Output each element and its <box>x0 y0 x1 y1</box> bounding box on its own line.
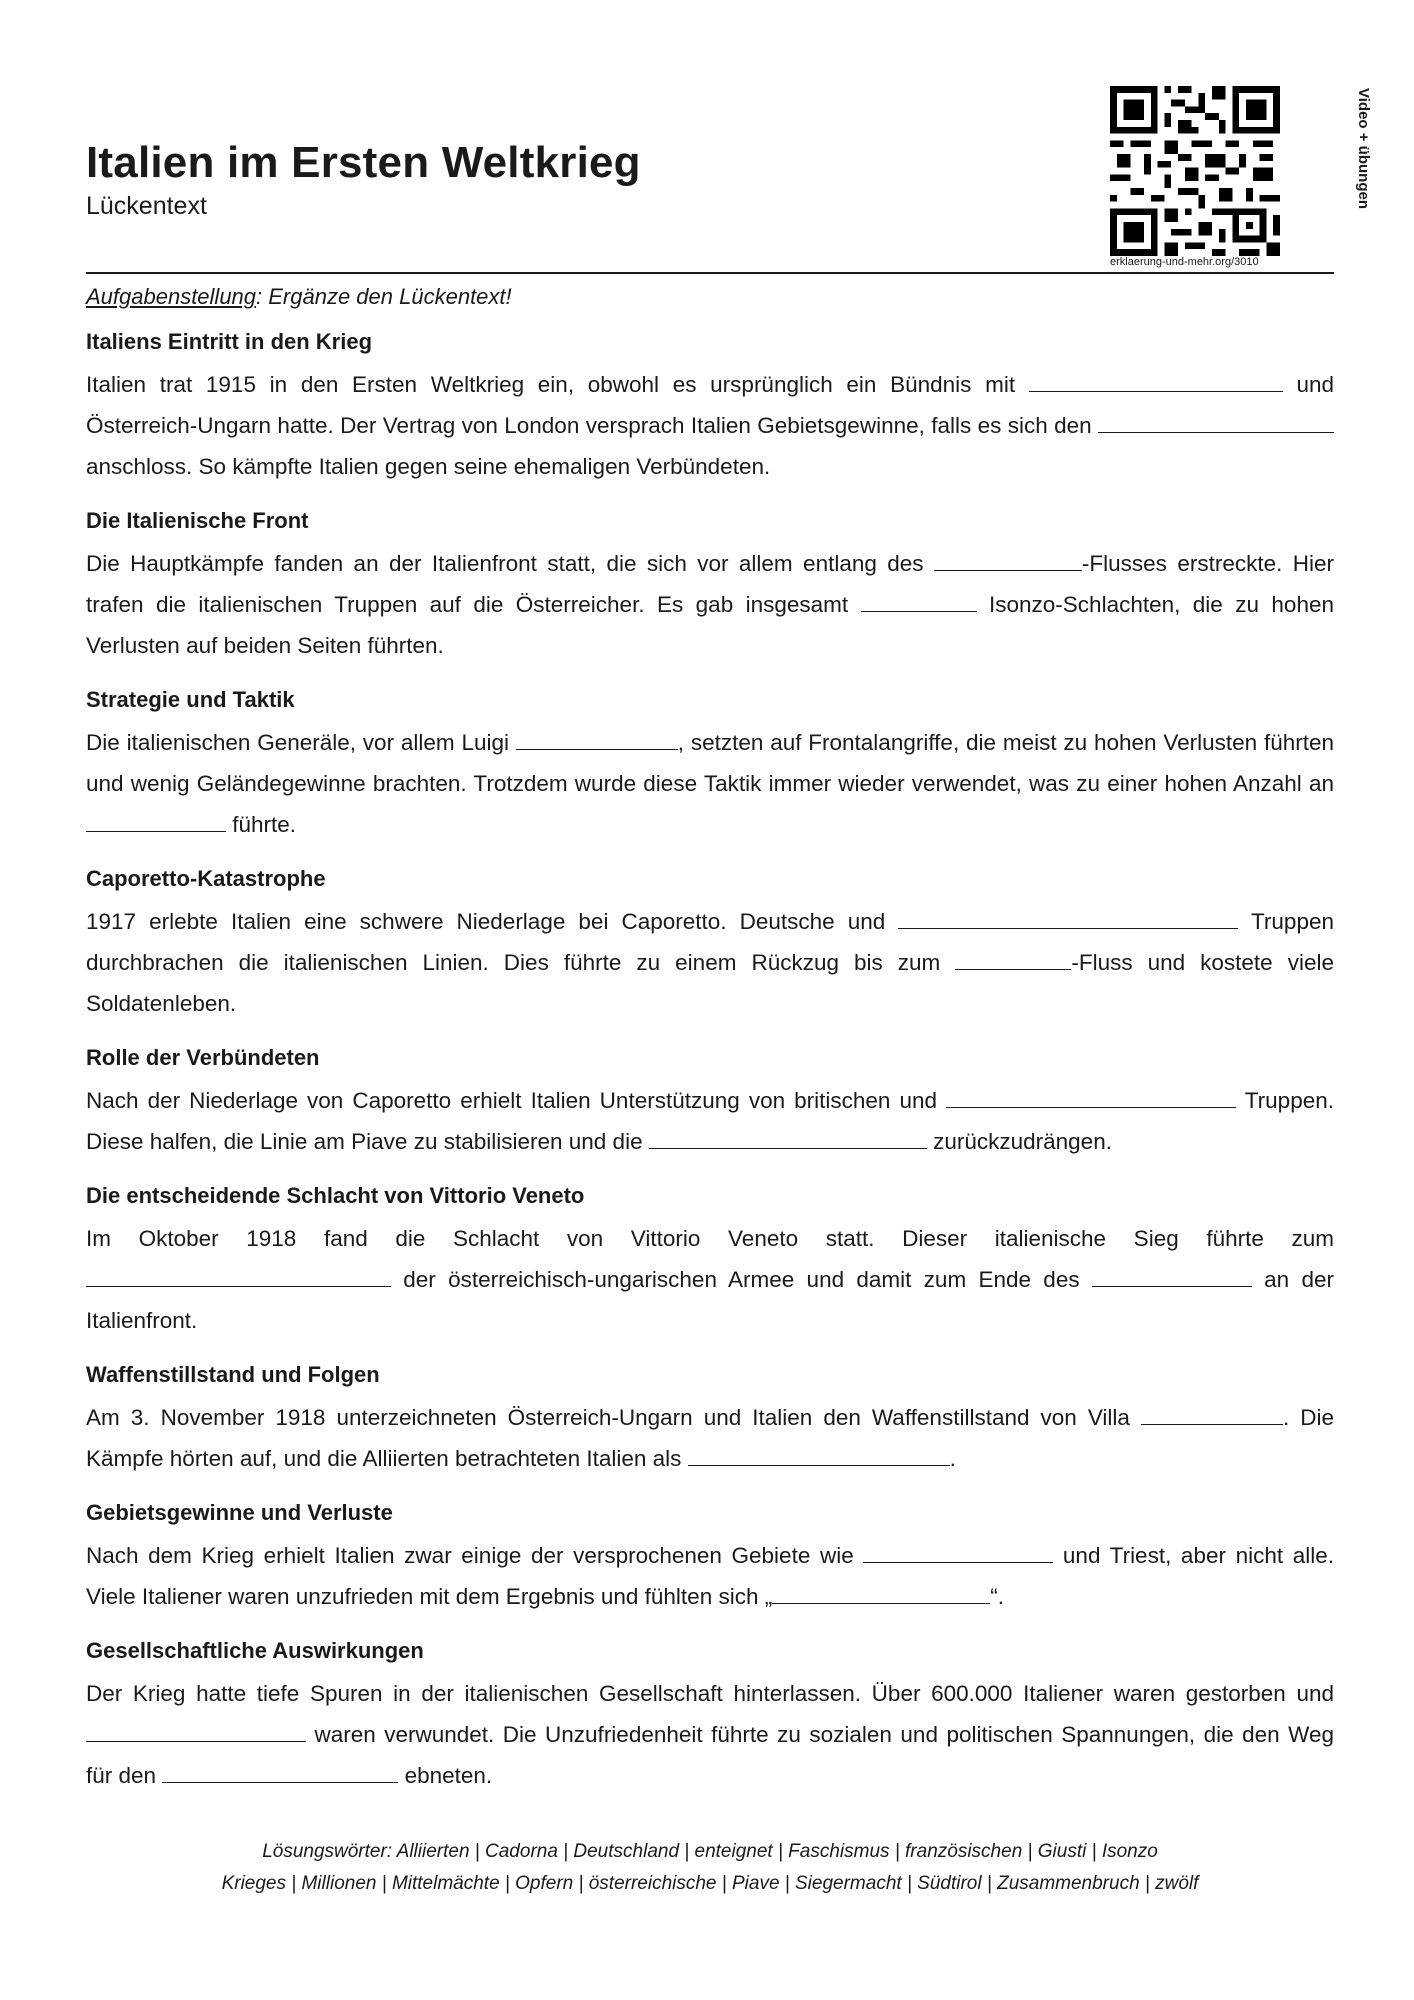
section-paragraph <box>86 901 1334 1024</box>
qr-code-block <box>1110 86 1370 266</box>
blank-field[interactable] <box>861 589 977 612</box>
section-waffenstillstand <box>86 1359 1334 1479</box>
section-heading: Waffenstillstand und Folgen <box>86 1362 380 1387</box>
section-heading: Italiens Eintritt in den Krieg <box>86 329 373 354</box>
section-heading: Die entscheidende Schlacht von Vittorio Veneto <box>86 1183 585 1208</box>
page-subtitle: Lückentext <box>86 192 207 220</box>
text-part: Die Hauptkämpfe fanden an der Italienfront statt, die sich vor allem entlang des <box>86 551 934 576</box>
blank-field[interactable] <box>863 1540 1053 1563</box>
solution-words-line: Krieges | Millionen | Mittelmächte | Opfern | österreichische | Piave | Siegermacht | Südtirol | Zusammenbruch | zwölf <box>221 1873 1199 1894</box>
blank-field[interactable] <box>772 1581 990 1604</box>
text-part: Truppen durchbrachen die italienischen Linien. Dies führte zu einem Rückzug bis zum <box>86 909 1334 975</box>
qr-code-icon <box>1110 86 1280 256</box>
blank-field[interactable] <box>86 809 226 832</box>
text-part: führte. <box>226 812 297 837</box>
blank-field[interactable] <box>516 727 678 750</box>
text-part: , setzten auf Frontalangriffe, die meist zu hohen Verlusten führten und wenig Geländegewinne brachten. Trotzdem wurde diese Taktik immer wieder verwendet, was zu einer hohen Anzahl an <box>86 730 1335 796</box>
text-part: Italien trat 1915 in den Ersten Weltkrieg ein, obwohl es ursprünglich ein Bündnis mit <box>86 372 1029 397</box>
section-heading: Gebietsgewinne und Verluste <box>86 1500 393 1525</box>
section-heading: Strategie und Taktik <box>86 687 295 712</box>
section-vittorio-veneto <box>86 1180 1334 1341</box>
section-heading: Rolle der Verbündeten <box>86 1045 320 1070</box>
section-heading: Die Italienische Front <box>86 508 309 533</box>
text-part: 1917 erlebte Italien eine schwere Niederlage bei Caporetto. Deutsche und <box>86 909 899 934</box>
section-paragraph <box>86 1397 1334 1479</box>
text-part: anschloss. So kämpfte Italien gegen seine ehemaligen Verbündeten. <box>86 454 771 479</box>
text-part: und Triest, aber nicht alle. Viele Italiener waren unzufrieden mit dem Ergebnis und fühlten sich „ <box>86 1543 1334 1609</box>
blank-field[interactable] <box>688 1443 950 1466</box>
blank-field[interactable] <box>86 1264 391 1287</box>
blank-field[interactable] <box>955 947 1071 970</box>
blank-field[interactable] <box>1092 1264 1252 1287</box>
blank-field[interactable] <box>898 906 1238 929</box>
task-label: Aufgabenstellung <box>86 284 257 309</box>
text-part: . <box>949 1446 956 1471</box>
solution-words-line: Lösungswörter: Alliierten | Cadorna | Deutschland | enteignet | Faschismus | französischen | Giusti | Isonzo <box>262 1841 1158 1862</box>
section-strategie <box>86 684 1334 845</box>
qr-url: erklaerung-und-mehr.org/3010 <box>1110 256 1259 268</box>
section-paragraph <box>86 543 1334 666</box>
section-paragraph <box>86 1673 1334 1796</box>
text-part: Isonzo-Schlachten, die zu hohen Verlusten auf beiden Seiten führten. <box>86 592 1334 658</box>
section-paragraph <box>86 1080 1334 1162</box>
text-part: waren verwundet. Die Unzufriedenheit führte zu sozialen und politischen Spannungen, die den Weg für den <box>86 1722 1334 1788</box>
blank-field[interactable] <box>1098 410 1334 433</box>
page-title: Italien im Ersten Weltkrieg <box>86 138 641 187</box>
worksheet-page <box>86 0 1372 2000</box>
blank-field[interactable] <box>934 548 1082 571</box>
text-part: Der Krieg hatte tiefe Spuren in der italienischen Gesellschaft hinterlassen. Über 600.000 Italiener waren gestorben und <box>86 1681 1334 1706</box>
text-part: -Fluss und kostete viele Soldatenleben. <box>86 950 1334 1016</box>
blank-field[interactable] <box>86 1719 306 1742</box>
blank-field[interactable] <box>162 1760 398 1783</box>
section-gebiete <box>86 1497 1334 1617</box>
qr-side-label: Video + übungen <box>1355 88 1372 209</box>
section-front <box>86 505 1334 666</box>
blank-field[interactable] <box>1141 1402 1283 1425</box>
section-paragraph <box>86 1218 1334 1341</box>
section-paragraph <box>86 364 1334 487</box>
blank-field[interactable] <box>1029 369 1283 392</box>
section-eintritt <box>86 326 1334 487</box>
text-part: und Österreich-Ungarn hatte. Der Vertrag von London versprach Italien Gebietsgewinne, falls es sich den <box>86 372 1334 438</box>
text-part: ebneten. <box>398 1763 493 1788</box>
section-caporetto <box>86 863 1334 1024</box>
text-part: “. <box>990 1584 1004 1609</box>
text-part: an der Italienfront. <box>86 1267 1334 1333</box>
text-part: der österreichisch-ungarischen Armee und damit zum Ende des <box>391 1267 1092 1292</box>
text-part: -Flusses erstreckte. Hier trafen die italienischen Truppen auf die Österreicher. Es gab insgesamt <box>86 551 1334 617</box>
text-part: . Die Kämpfe hörten auf, und die Alliierten betrachteten Italien als <box>86 1405 1334 1471</box>
text-part: Nach der Niederlage von Caporetto erhielt Italien Unterstützung von britischen und <box>86 1088 947 1113</box>
solution-words <box>86 1836 1334 1900</box>
header-divider <box>86 272 1334 274</box>
text-part: Nach dem Krieg erhielt Italien zwar einige der versprochenen Gebiete wie <box>86 1543 864 1568</box>
text-part: zurückzudrängen. <box>926 1129 1112 1154</box>
text-part: Im Oktober 1918 fand die Schlacht von Vittorio Veneto statt. Dieser italienische Sieg führte zum <box>86 1226 1334 1251</box>
blank-field[interactable] <box>946 1085 1236 1108</box>
text-part: Die italienischen Generäle, vor allem Luigi <box>86 730 516 755</box>
task-instruction <box>86 284 512 310</box>
section-heading: Caporetto-Katastrophe <box>86 866 326 891</box>
section-heading: Gesellschaftliche Auswirkungen <box>86 1638 424 1663</box>
section-paragraph <box>86 722 1334 845</box>
task-text: : Ergänze den Lückentext! <box>256 284 512 309</box>
cloze-text <box>86 326 1334 1814</box>
text-part: Truppen. Diese halfen, die Linie am Piave zu stabilisieren und die <box>86 1088 1334 1154</box>
blank-field[interactable] <box>649 1126 927 1149</box>
text-part: Am 3. November 1918 unterzeichneten Österreich-Ungarn und Italien den Waffenstillstand von Villa <box>86 1405 1141 1430</box>
section-verbuendete <box>86 1042 1334 1162</box>
section-gesellschaft <box>86 1635 1334 1796</box>
section-paragraph <box>86 1535 1334 1617</box>
